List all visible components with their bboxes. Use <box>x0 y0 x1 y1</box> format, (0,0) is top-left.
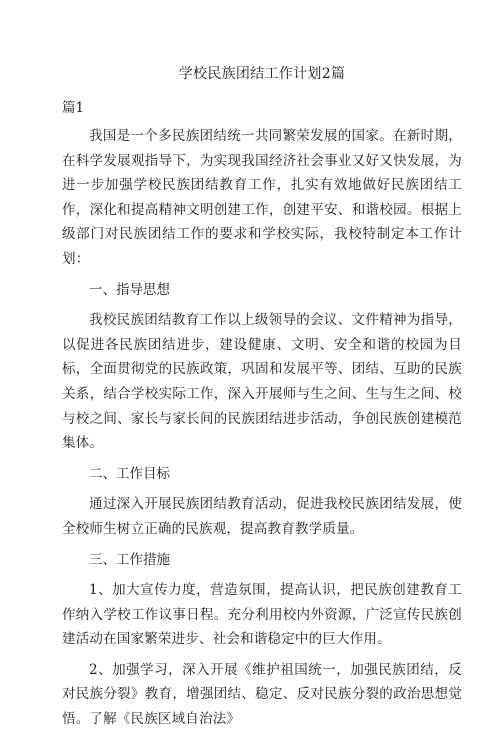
part-label: 篇1 <box>62 100 85 116</box>
section-heading-guiding-ideology: 一、指导思想 <box>89 281 170 298</box>
section-heading-work-goals: 二、工作目标 <box>89 465 170 482</box>
work-goals-paragraph: 通过深入开展民族团结教育活动，促进我校民族团结发展，使全校师生树立正确的民族观，提高教育教学质量。 <box>62 496 462 537</box>
document-title: 学校民族团结工作计划2篇 <box>178 66 346 82</box>
section-heading-work-measures: 三、工作措施 <box>89 551 170 568</box>
guiding-ideology-paragraph: 我校民族团结教育工作以上级领导的会议、文件精神为指导，以促进各民族团结进步，建设健康、文明、安全和谐的校园为目标，全面贯彻党的民族政策，巩固和发展平等、团结、互助的民族关系，结合学校实际工作，深入开展师与生之间、生与生之间、校与校之间、家长与家长间的民族团结进步活动，争创民族创建模范集体。 <box>62 312 462 452</box>
measure-2-paragraph: 2、加强学习，深入开展《维护祖国统一，加强民族团结，反对民族分裂》教育，增强团结、稳定、反对民族分裂的政治思想觉悟。了解《民族区域自治法》 <box>62 661 462 728</box>
measure-1-paragraph: 1、加大宣传力度，营造氛围，提高认识，把民族创建教育工作纳入学校工作议事日程。充分利用校内外资源，广泛宣传民族创建活动在国家繁荣进步、社会和谐稳定中的巨大作用。 <box>62 582 462 648</box>
intro-paragraph: 我国是一个多民族团结统一共同繁荣发展的国家。在新时期，在科学发展观指导下，为实现我国经济社会事业又好又快发展，为进一步加强学校民族团结教育工作，扎实有效地做好民族团结工作，深化和提高精神文明创建工作，创建平安、和谐校园。根据上级部门对民族团结工作的要求和学校实际，我校特制定本工作计划： <box>62 128 462 267</box>
